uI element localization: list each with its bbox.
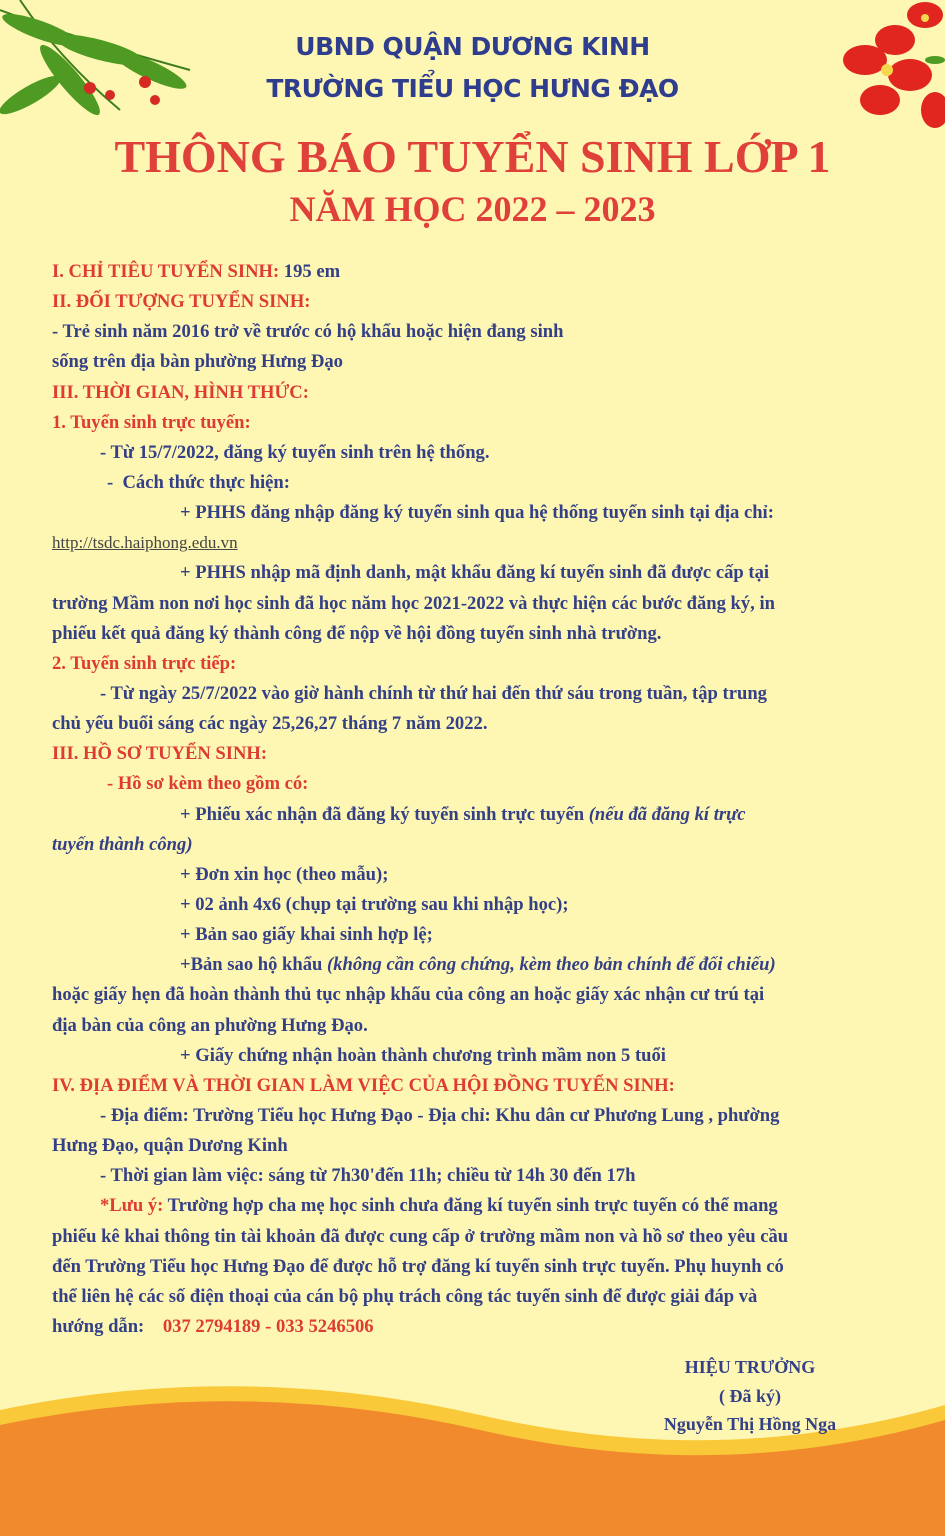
text-segment: hướng dẫn: [52,1315,163,1337]
text-line [52,1222,932,1252]
text-line [52,287,932,317]
section-heading: III. THỜI GIAN, HÌNH THỨC: [52,381,309,403]
section-heading: 1. Tuyển sinh trực tuyến: [52,411,251,433]
text-line [52,1282,932,1312]
text-segment: 195 em [283,261,341,282]
text-segment: + Giấy chứng nhận hoàn thành chương trình mầm non 5 tuổi [180,1044,666,1066]
school-name: TRƯỜNG TIỂU HỌC HƯNG ĐẠO [266,74,679,103]
text-segment: - Thời gian làm việc: sáng từ 7h30'đến 11h; chiều từ 14h 30 đến 17h [100,1165,636,1187]
section-heading: IV. ĐỊA ĐIỂM VÀ THỜI GIAN LÀM VIỆC CỦA HỘI ĐỒNG TUYỂN SINH: [52,1074,675,1096]
text-line [52,1041,932,1071]
text-segment: đến Trường Tiểu học Hưng Đạo để được hỗ trợ đăng kí tuyển sinh trực tuyến. Phụ huynh có [52,1255,784,1277]
signature-role: HIỆU TRƯỞNG [684,1357,816,1377]
text-segment: + Phiếu xác nhận đã đăng ký tuyển sinh trực tuyến [180,803,589,825]
text-segment: + Bản sao giấy khai sinh hợp lệ; [180,924,433,946]
section-heading: III. HỒ SƠ TUYỂN SINH: [52,743,268,765]
text-line [52,1252,932,1282]
text-line [52,980,932,1010]
text-line [52,378,932,408]
text-segment: - Từ ngày 25/7/2022 vào giờ hành chính từ thứ hai đến thứ sáu trong tuần, tập trung [100,682,767,704]
section-heading: 2. Tuyển sinh trực tiếp: [52,652,237,674]
text-segment: Hưng Đạo, quận Dương Kinh [52,1135,288,1157]
leaf-decoration-icon [0,0,200,125]
text-line [52,1191,932,1221]
text-segment: + PHHS đăng nhập đăng ký tuyển sinh qua hệ thống tuyển sinh tại địa chỉ: [180,502,774,524]
section-heading: - Hồ sơ kèm theo gồm có: [107,773,309,795]
text-line [52,950,932,980]
text-line [52,438,932,468]
text-segment: hoặc giấy hẹn đã hoàn thành thủ tục nhập khẩu của công an hoặc giấy xác nhận cư trú tại [52,984,765,1006]
text-segment: trường Mầm non nơi học sinh đã học năm học 2021-2022 và thực hiện các bước đăng ký, in [52,592,775,614]
text-segment: - Địa điểm: Trường Tiểu học Hưng Đạo - Địa chỉ: Khu dân cư Phương Lung , phường [100,1104,780,1126]
text-segment: sống trên địa bàn phường Hưng Đạo [52,351,343,373]
text-line [52,830,932,860]
text-line [52,1131,932,1161]
text-segment: chủ yếu buổi sáng các ngày 25,26,27 tháng 7 năm 2022. [52,713,488,735]
text-line [52,1101,932,1131]
text-segment: phiếu kết quả đăng ký thành công để nộp về hội đồng tuyển sinh nhà trường. [52,622,662,644]
text-line [52,679,932,709]
text-line [52,709,932,739]
text-line [52,649,932,679]
text-segment: + PHHS nhập mã định danh, mật khẩu đăng kí tuyển sinh đã được cấp tại [180,562,770,584]
text-segment: + 02 ảnh 4x6 (chụp tại trường sau khi nhập học); [180,893,569,915]
text-line [52,800,932,830]
text-line [52,498,932,528]
text-segment: Trường hợp cha mẹ học sinh chưa đăng kí tuyển sinh trực tuyến có thể mang [167,1195,778,1217]
text-line [52,317,932,347]
flower-decoration-icon [825,0,945,135]
text-segment: - Từ 15/7/2022, đăng ký tuyển sinh trên hệ thống. [100,441,490,463]
text-line [52,1011,932,1041]
text-line [52,769,932,799]
text-line [52,347,932,377]
text-line [52,468,932,498]
text-line [52,890,932,920]
text-line [52,619,932,649]
registration-link[interactable]: http://tsdc.haiphong.edu.vn [52,533,238,553]
signature-name: Nguyễn Thị Hồng Nga [663,1414,837,1434]
text-segment: thể liên hệ các số điện thoại của cán bộ phụ trách công tác tuyển sinh để được giải đáp và [52,1285,758,1307]
section-heading: *Lưu ý: [100,1195,168,1217]
text-line [52,528,932,558]
contact-phones: 037 2794189 - 033 5246506 [162,1315,374,1337]
text-segment: tuyến thành công) [52,833,193,855]
text-line [52,1161,932,1191]
text-line [52,558,932,588]
text-segment: +Bản sao hộ khẩu [180,954,328,976]
text-line [52,257,932,287]
text-line [52,920,932,950]
text-line [52,589,932,619]
text-segment: phiếu kê khai thông tin tài khoản đã được cung cấp ở trường mầm non và hồ sơ theo yêu cầu [52,1225,789,1247]
section-heading: II. ĐỐI TƯỢNG TUYỂN SINH: [52,291,311,313]
text-segment: - Cách thức thực hiện: [107,471,290,493]
announcement-body [52,257,932,1342]
page-title: THÔNG BÁO TUYỂN SINH LỚP 1 [114,131,831,182]
text-segment: + Đơn xin học (theo mẫu); [180,863,389,885]
text-line [52,739,932,769]
text-line [52,860,932,890]
authority-name: UBND QUẬN DƯƠNG KINH [295,32,650,61]
text-line [52,408,932,438]
text-line [52,1071,932,1101]
signature-status: ( Đã ký) [719,1386,781,1406]
text-segment: - Trẻ sinh năm 2016 trở về trước có hộ khẩu hoặc hiện đang sinh [52,321,564,343]
section-heading: I. CHỈ TIÊU TUYỂN SINH: [52,261,284,282]
text-segment: (không cần công chứng, kèm theo bản chính để đối chiếu) [327,954,776,976]
text-segment: địa bàn của công an phường Hưng Đạo. [52,1014,368,1036]
school-year: NĂM HỌC 2022 – 2023 [289,189,656,229]
text-segment: (nếu đã đăng kí trực [588,803,746,825]
text-line [52,1312,932,1342]
